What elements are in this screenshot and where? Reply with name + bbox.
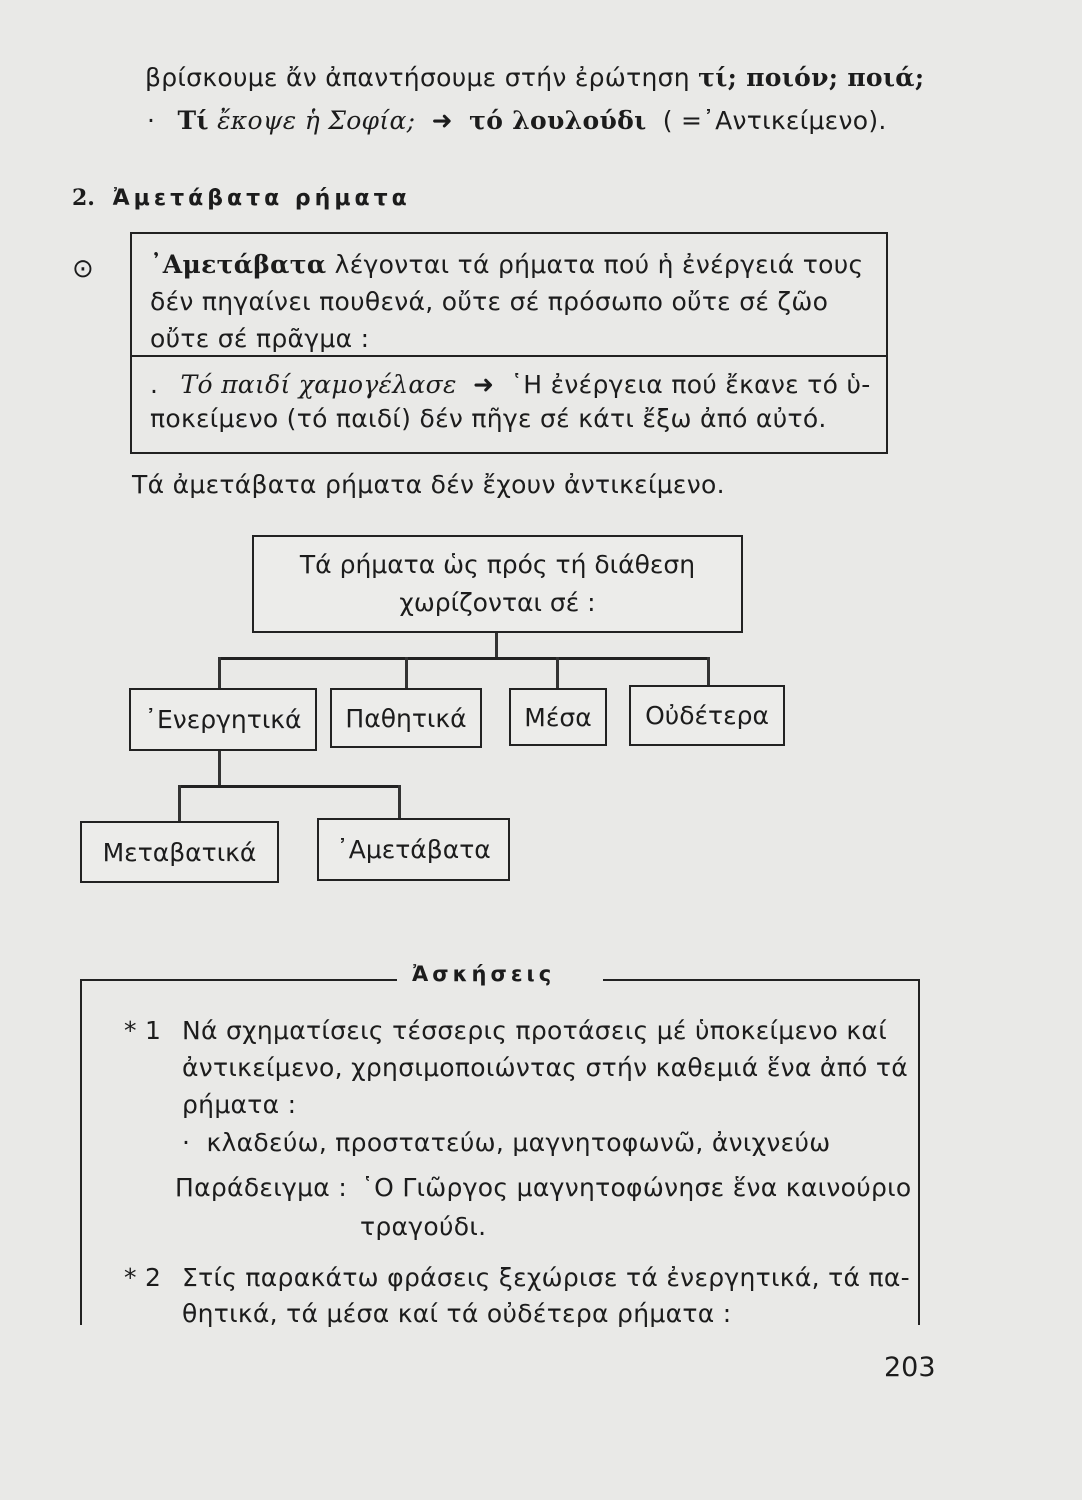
definition-line-3: οὔτε σέ πρᾶγμα :: [150, 324, 370, 353]
diagram-connector: [218, 657, 221, 690]
summary-sentence: Τά ἀμετάβατα ρήματα δέν ἔχουν ἀντικείμενο.: [132, 470, 725, 499]
exercises-frame-left: [80, 979, 82, 1325]
diagram-node-intransitive: ᾿Αμετάβατα: [317, 818, 510, 881]
exercises-frame-top: [80, 979, 397, 981]
arrow-icon: ➜: [472, 370, 495, 399]
exercise-2-line-1: Στίς παρακάτω φράσεις ξεχώρισε τά ἐνεργητικά, τά πα-: [182, 1263, 910, 1292]
section-title: Ἀμετάβατα ρήματα: [112, 186, 411, 211]
section-number: 2.: [72, 185, 95, 211]
verb-list: κλαδεύω, προστατεύω, μαγνητοφωνῶ, ἀνιχνεύω: [206, 1128, 831, 1157]
exercises-title: [412, 962, 555, 986]
example-label: Παράδειγμα :: [175, 1173, 348, 1202]
bullet: .: [150, 370, 159, 399]
diagram-connector: [218, 657, 710, 660]
example-note: ( =᾿Αντικείμενο).: [662, 106, 887, 135]
diagram-node-active: ᾿Ενεργητικά: [129, 688, 317, 751]
exercises-frame-top: [603, 979, 920, 981]
exercise-1-verbs: [182, 1128, 830, 1157]
diagram-connector: [405, 657, 408, 690]
definition-term: ᾿Αμετάβατα: [150, 250, 327, 279]
intro-line: [145, 63, 924, 92]
exercise-1-example-cont: τραγούδι.: [360, 1212, 487, 1241]
definition-line-1: [150, 250, 863, 279]
definition-line-2: δέν πηγαίνει πουθενά, οὔτε σέ πρόσωπο οὔτε σέ ζῶο: [150, 287, 829, 316]
example-question-word: Τί: [177, 106, 209, 135]
section-heading: [72, 185, 411, 211]
diagram-root-line: χωρίζονται σέ :: [399, 588, 596, 617]
example-explanation: ῾Η ἐνέργεια πού ἔκανε τό ὑ-: [510, 370, 871, 399]
bullet: ·: [147, 106, 156, 135]
definition-text: λέγονται τά ρήματα πού ἡ ἐνέργειά τους: [334, 250, 864, 279]
diagram-node-neuter: Οὐδέτερα: [629, 685, 785, 746]
exercise-1-line-3: ρήματα :: [182, 1090, 297, 1119]
example-text: ῾Ο Γιῶργος μαγνητοφώνησε ἕνα καινούριο: [361, 1173, 912, 1202]
exercises-frame-right: [918, 979, 920, 1325]
diagram-connector: [556, 657, 559, 690]
definition-divider: [130, 355, 886, 357]
example-answer: τό λουλούδι: [469, 106, 647, 135]
circle-dot-icon: ⊙: [72, 254, 94, 284]
page-number: 203: [884, 1352, 936, 1383]
intro-text: βρίσκουμε ἄν ἀπαντήσουμε στήν ἐρώτηση: [145, 63, 690, 92]
exercises-title-text: Ἀσκήσεις: [412, 962, 556, 986]
diagram-connector: [178, 785, 181, 822]
diagram-connector: [178, 785, 401, 788]
diagram-root-line: Τά ρήματα ὡς πρός τή διάθεση: [299, 550, 696, 579]
exercise-1-line-2: ἀντικείμενο, χρησιμοποιώντας στήν καθεμιά ἕνα ἀπό τά: [182, 1053, 909, 1082]
example-sentence: Τό παιδί χαμογέλασε: [180, 370, 457, 399]
bullet: ·: [182, 1128, 191, 1157]
diagram-connector: [495, 633, 498, 659]
arrow-icon: ➜: [431, 106, 453, 135]
diagram-root: [252, 535, 743, 633]
exercise-1-marker: * 1: [124, 1016, 162, 1045]
intro-example: [147, 106, 887, 135]
diagram-node-middle: Μέσα: [509, 688, 607, 746]
diagram-connector: [218, 751, 221, 787]
exercise-1-line-1: Νά σχηματίσεις τέσσερις προτάσεις μέ ὑποκείμενο καί: [182, 1016, 887, 1045]
intro-questions: τί; ποιόν; ποιά;: [698, 63, 925, 92]
definition-example-line-2: ποκείμενο (τό παιδί) δέν πῆγε σέ κάτι ἔξω ἀπό αὐτό.: [150, 404, 827, 433]
diagram-node-transitive: Μεταβατικά: [80, 821, 279, 883]
definition-example-line-1: [150, 370, 871, 399]
diagram-connector: [398, 785, 401, 820]
exercise-1-example: [175, 1173, 912, 1202]
exercise-2-marker: * 2: [124, 1263, 162, 1292]
example-question: ἔκοψε ἡ Σοφία;: [217, 106, 416, 135]
diagram-node-passive: Παθητικά: [330, 688, 482, 748]
exercise-2-line-2: θητικά, τά μέσα καί τά οὐδέτερα ρήματα :: [182, 1299, 732, 1328]
